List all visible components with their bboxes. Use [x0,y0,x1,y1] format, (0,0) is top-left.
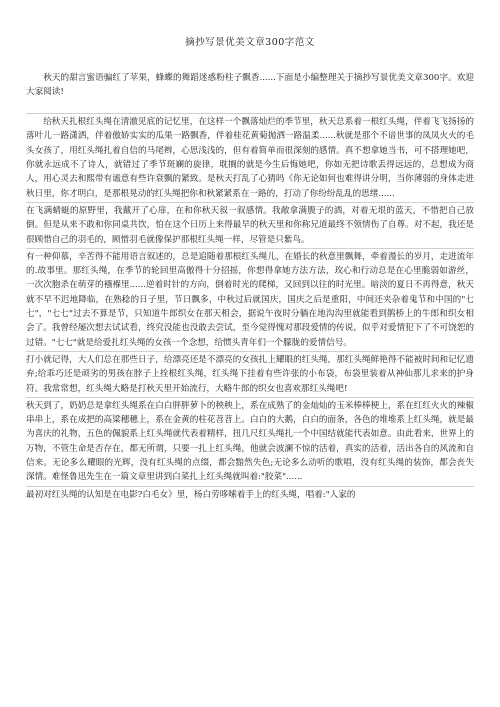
divider [26,397,474,398]
divider [26,113,474,114]
divider [26,486,474,487]
divider [26,202,474,203]
article-paragraph: 最初对红头绳的认知是在电影?白毛女》里，杨白劳哆嗦着手上的红头绳，唱着:"人家的 [26,489,356,500]
article-paragraph: 有一种仰慕，辛苦得不能用语言叙述的，总是追随着那根红头绳儿，在婚长的秋意里飘舞，牵着漫长的岁月，走进流年的.故事里。那红头绳，在季节的轮回里高傲得十分招摇，你想得拿她方法方法，玫心和行动总是在心里脆弱如游丝，一次次胞杀在萌芽的襁褓里......逆着时针的方向，倒着时光的爬梯，又回到以往的时光里。暗淡的夏日不再得意，秋天就不早不迟地降临，在熟稔的日子里，节日飘多，中秋过后就国庆，国庆之后是重阳，中间还夹杂着鬼节和中国的"七七"，"七七"过去不算是节，只知道牛郎织女在那天相会，据说午夜时分躺在地沟沟里就能看到鹊桥上的牛郎和织女相会了。我曾经屡次想去试试看，终究没能也没敢去尝试，至今觉得愧对那段爱情的传说，似乎对爱情犯下了不可饶恕的过错。"七七"就是给爱扎红头绳的女孩一个念想，给惯头青年们一个朦胧的爱情信号。 [26,251,474,348]
article-body [26,113,474,502]
article-paragraph: 给秋天扎根红头绳在清澈见底的记忆里，在这样一个飘落灿烂的季节里，秋天总系着一根红头绳，伴着飞飞扬扬的落叶儿一路潇洒，伴着傲娇实实的瓜果一路飘香，伴着桂花黄菊抛洒一路温柔......秋就是那个不谙世事的凤凤火火的毛头女孩了，用红头绳扎着自信的马尾辫，心思浅浅的，但有着简单而很深刻的感情。真不想拿她当书，可不搭理她吧，你就永远成不了诗人，就错过了季节斑斓的旋律，耽搁的就是今生后悔她吧，你如无把诗歌丢得远远的，总想成为商人，用心灵去和熙带有谧意有些许衰飘的紧致。是秋天打乱了心猜吗《你无论如何也难得讲分明，当你薄弱的身体走进秋日里，你才明白，是那根晃动的红头绳把你和秋紧紧系在一路的，打动了你纷纷乱乱的思绪...... [26,117,474,199]
intro-paragraph: 秋天的甜言蜜语骗红了苹果，蜂蝶的舞蹈迷惑粉柱子飘香......下面是小编整理关于摘抄写景优美文章300字。欢迎大家阅读! [26,73,474,97]
divider [26,248,474,249]
article-paragraph: 秋天到了，奶奶总是拿红头绳系在白白胖胖萝卜的秧秧上，系在成熟了的金灿灿的玉米棒棒梗上，系在红红火火的辣椒串串上，系在成把的高粱穗穗上，系在金黄的柱花苕苕上。白白的大鹅，白白的面条，各色的堆堆系上红头绳，就是最为喜庆的礼物，五色的佩貌系上红头绳就代表着精样，扭几尺红头绳扎一个中国结就能代表如意。由此看来，世界上的万物，不管生命是否存在，都无所谓，只要一扎上红头绳，他就会波澜不惊的活着，真实的活着，活出各自的风流和自信来。无论多么耀眼的光辉，没有红头绳的点缀，都会黯然失色;无论多么动听的歌唱，没有红头绳的装饰，都会丧失深情。难怪鲁迅先生在一篇文章里讲到白菜扎上红头绳就叫着:"胶菜"...... [26,400,474,483]
divider [26,351,474,352]
article-paragraph: 打小就记得，大人们总在那些日子，给漂亮还是不漂亮的女孩扎上耀眼的红头绳，那红头绳鲜艳得不能被时间和记忆遗弃;给乖巧还是顽劣的男孩在脖子上拴根红头绳，红头绳下挂着有些许张的小布袋，布袋里装着从神仙那儿求来的护身符。我常常想，红头绳大略是打秋天里开始流行，大略牛郎的织女也喜欢那红头绳吧! [26,354,474,394]
article-paragraph: 在飞满蜻蜓的原野里，我戴开了心扉，在和你秋天叙一叙感情。我敞拿满腹子的酒，对着无垠的蓝天，不惜把自己放倒。但是从来不敢和你同桌共饮，怕在这个日历上来得最早的秋天里和你称兄道最终不领情伤了自尊。对不起，我还是很顾惜自己的羽毛的，顾惜羽毛就像保护那根红头绳一样，尽管是只紫鸟。 [26,205,474,245]
page-title: 摘抄写景优美文章300字范文 [185,37,315,48]
